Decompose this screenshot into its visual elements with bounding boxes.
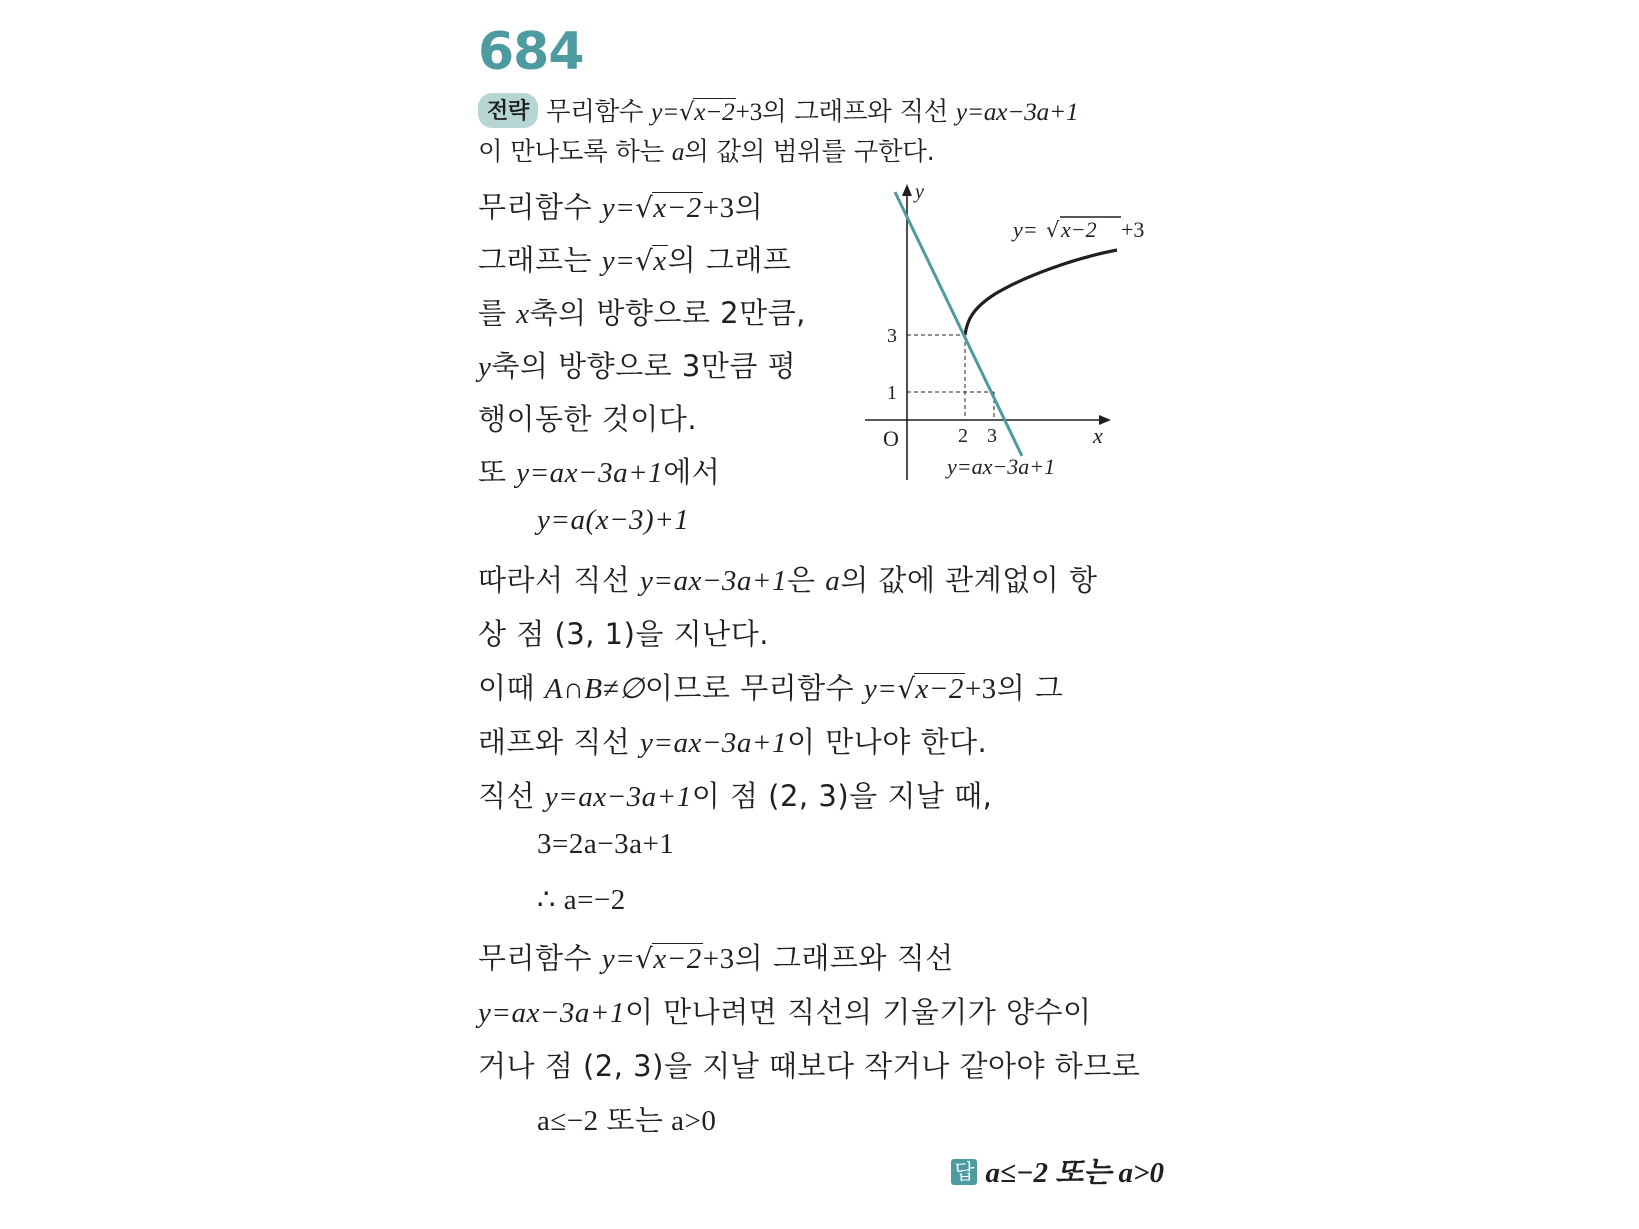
strategy-line-2: 이 만나도록 하는 a의 값의 범위를 구한다. bbox=[478, 137, 935, 167]
answer bbox=[951, 1150, 1164, 1191]
answer-badge: 답 bbox=[951, 1159, 977, 1185]
answer-text: a≤−2 또는 a>0 bbox=[985, 1157, 1164, 1189]
strategy-line-1: 전략 무리함수 y=√x−2+3의 그래프와 직선 y=ax−3a+1 bbox=[478, 92, 1078, 128]
strategy-badge: 전략 bbox=[478, 93, 538, 128]
tick-x-2: 2 bbox=[958, 425, 968, 447]
text-line-14: ∴ a=−2 bbox=[537, 884, 626, 916]
curve-label-suffix: +3 bbox=[1121, 217, 1145, 242]
curve-label-radicand: x−2 bbox=[1061, 217, 1097, 242]
text-line-7: y=a(x−3)+1 bbox=[537, 504, 690, 536]
tick-y-3: 3 bbox=[887, 325, 897, 347]
text-line-11: 래프와 직선 y=ax−3a+1이 만나야 한다. bbox=[478, 725, 988, 759]
guide-lines bbox=[907, 335, 994, 420]
curve-label-root: √ bbox=[1046, 218, 1060, 242]
text-line-10: 이때 A∩B≠∅이므로 무리함수 y=√x−2+3의 그 bbox=[478, 671, 1064, 705]
text-line-3: 를 x축의 방향으로 2만큼, bbox=[478, 296, 806, 330]
text-line-12: 직선 y=ax−3a+1이 점 (2, 3)을 지날 때, bbox=[478, 779, 993, 813]
text-line-6: 또 y=ax−3a+1에서 bbox=[478, 455, 721, 489]
problem-number: 684 bbox=[478, 22, 584, 82]
text-line-15: 무리함수 y=√x−2+3의 그래프와 직선 bbox=[478, 941, 954, 975]
text-line-1: 무리함수 y=√x−2+3의 bbox=[478, 190, 764, 224]
tick-x-3: 3 bbox=[987, 425, 997, 447]
text-line-13: 3=2a−3a+1 bbox=[537, 828, 675, 860]
text-line-18: a≤−2 또는 a>0 bbox=[537, 1105, 717, 1137]
text-line-2: 그래프는 y=√x의 그래프 bbox=[478, 243, 792, 277]
curve-label-prefix: y= bbox=[1013, 217, 1038, 242]
text-line-9: 상 점 (3, 1)을 지난다. bbox=[478, 617, 769, 651]
tick-y-1: 1 bbox=[887, 382, 897, 404]
x-axis-label: x bbox=[1093, 423, 1103, 448]
line-label: y=ax−3a+1 bbox=[947, 454, 1056, 479]
text-line-16: y=ax−3a+1이 만나려면 직선의 기울기가 양수이 bbox=[478, 995, 1092, 1029]
function-graph bbox=[855, 180, 1175, 490]
y-axis-arrow bbox=[902, 184, 912, 196]
text-line-4: y축의 방향으로 3만큼 평 bbox=[478, 349, 797, 383]
text-line-5: 행이동한 것이다. bbox=[478, 402, 698, 436]
text-line-8: 따라서 직선 y=ax−3a+1은 a의 값에 관계없이 항 bbox=[478, 563, 1098, 597]
line-through-3-1 bbox=[895, 192, 1022, 456]
origin-label: O bbox=[883, 426, 899, 451]
sqrt-curve bbox=[965, 250, 1117, 335]
y-axis-label: y bbox=[915, 181, 924, 203]
text-line-17: 거나 점 (2, 3)을 지날 때보다 작거나 같아야 하므로 bbox=[478, 1049, 1141, 1083]
